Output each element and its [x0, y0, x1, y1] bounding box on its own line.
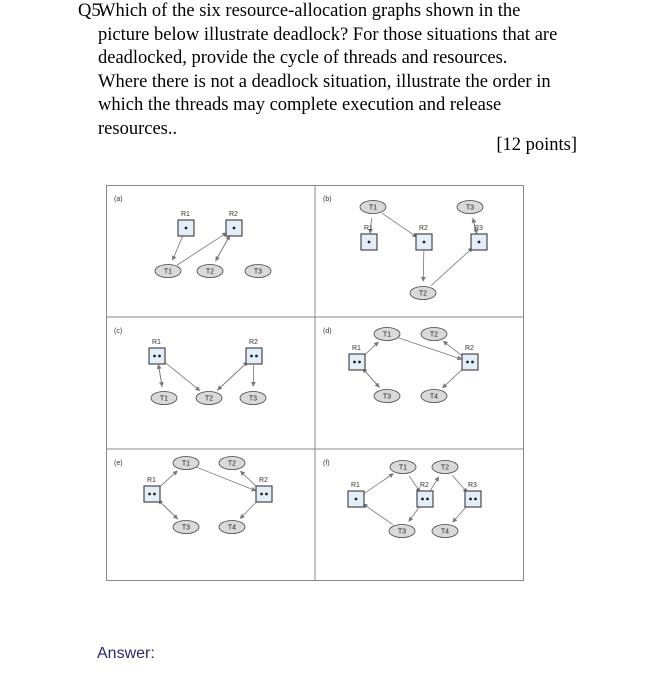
thread-label: T4: [227, 524, 237, 532]
resource-instance-dot: [466, 361, 469, 364]
thread-label: T2: [440, 464, 450, 472]
thread-label: T1: [181, 460, 191, 468]
question-line: picture below illustrate deadlock? For those situations that are: [98, 24, 558, 45]
thread-label: T1: [398, 464, 408, 472]
resource-instance-dot: [260, 493, 263, 496]
resource-instance-dot: [153, 355, 156, 358]
resource-instance-dot: [355, 498, 358, 501]
resource-instance-dot: [250, 355, 253, 358]
resource-label: R1: [351, 482, 360, 489]
resource-r3: [465, 491, 481, 507]
question-line: deadlocked, provide the cycle of threads and resources.: [98, 48, 508, 68]
edge-arrow: [253, 365, 254, 386]
resource-instance-dot: [255, 355, 258, 358]
thread-label: T4: [429, 393, 439, 401]
resource-instance-dot: [421, 498, 424, 501]
resource-instance-dot: [148, 493, 151, 496]
resource-instance-dot: [426, 498, 429, 501]
resource-r2: [256, 486, 272, 502]
resource-r1: [144, 486, 160, 502]
thread-label: T1: [368, 204, 378, 212]
resource-label: R2: [419, 225, 428, 232]
resource-label: R1: [181, 211, 190, 218]
thread-label: T2: [205, 268, 215, 276]
resource-r2: [246, 348, 262, 364]
resource-instance-dot: [358, 361, 361, 364]
thread-label: T3: [397, 528, 407, 536]
thread-label: T3: [382, 393, 392, 401]
resource-label: R1: [352, 345, 361, 352]
thread-label: T3: [465, 204, 475, 212]
panel-label: (f): [323, 460, 330, 467]
resource-label: R1: [147, 477, 156, 484]
resource-allocation-graphs-figure: [106, 185, 524, 581]
resource-instance-dot: [265, 493, 268, 496]
panel-label: (c): [114, 328, 123, 335]
question-number: Q5.: [78, 1, 106, 21]
thread-label: T1: [163, 268, 173, 276]
resource-instance-dot: [474, 498, 477, 501]
resource-label: R3: [468, 482, 477, 489]
thread-label: T2: [418, 290, 428, 298]
resource-instance-dot: [368, 241, 371, 244]
resource-label: R1: [152, 339, 161, 346]
thread-label: T2: [227, 460, 237, 468]
resource-label: R2: [229, 211, 238, 218]
resource-instance-dot: [353, 361, 356, 364]
panel-label: (b): [323, 196, 332, 203]
question-line: which the threads may complete execution and release: [98, 95, 502, 115]
thread-label: T4: [440, 528, 450, 536]
resource-instance-dot: [471, 361, 474, 364]
resource-label: R3: [474, 225, 483, 232]
panel-label: (d): [323, 328, 332, 335]
question-line: Where there is not a deadlock situation, illustrate the order in: [98, 71, 551, 92]
question-line: resources..: [98, 118, 178, 139]
question-line: Which of the six resource-allocation graphs shown in the: [98, 1, 521, 21]
resource-r1: [349, 354, 365, 370]
panel-label: (a): [114, 196, 123, 203]
question-block: [78, 0, 598, 141]
thread-label: T3: [253, 268, 263, 276]
resource-label: R1: [364, 225, 373, 232]
thread-label: T3: [248, 395, 258, 403]
resource-label: R2: [420, 482, 429, 489]
thread-label: T1: [382, 331, 392, 339]
resource-instance-dot: [233, 227, 236, 230]
resource-r1: [149, 348, 165, 364]
thread-label: T2: [429, 331, 439, 339]
panel-label: (e): [114, 460, 123, 467]
resource-label: R2: [465, 345, 474, 352]
resource-instance-dot: [185, 227, 188, 230]
resource-label: R2: [259, 477, 268, 484]
resource-label: R2: [249, 339, 258, 346]
resource-r2: [462, 354, 478, 370]
answer-label: Answer:: [97, 645, 155, 662]
thread-label: T3: [181, 524, 191, 532]
resource-instance-dot: [158, 355, 161, 358]
resource-instance-dot: [423, 241, 426, 244]
resource-instance-dot: [478, 241, 481, 244]
thread-label: T2: [204, 395, 214, 403]
resource-instance-dot: [469, 498, 472, 501]
question-text: [78, 0, 598, 141]
resource-instance-dot: [153, 493, 156, 496]
points-label: [12 points]: [496, 135, 577, 155]
resource-r2: [417, 491, 433, 507]
thread-label: T1: [159, 395, 169, 403]
